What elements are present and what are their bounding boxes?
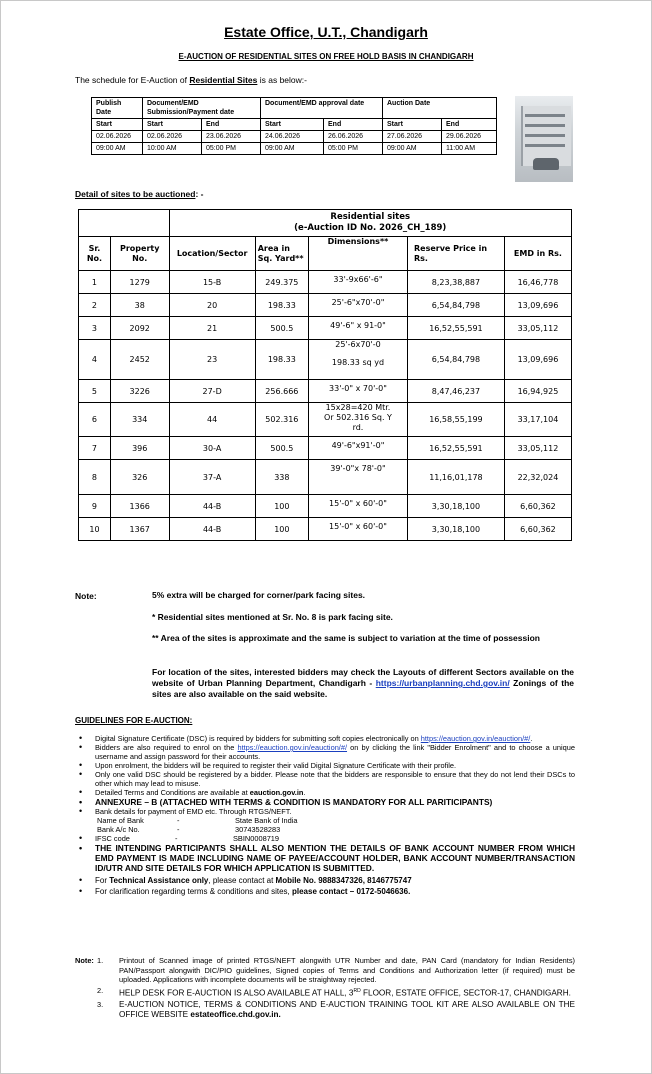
auction-end-date: 29.06.2026: [442, 131, 497, 143]
building-window: [525, 134, 565, 137]
note-park-facing: * Residential sites mentioned at Sr. No. 8 is park facing site.: [152, 612, 393, 622]
guidelines-heading: GUIDELINES FOR E-AUCTION:: [75, 716, 193, 725]
cell-emd: 6,60,362: [504, 495, 571, 518]
schedule-table: [91, 97, 497, 155]
caption-spacer: [79, 210, 170, 237]
footnote-3: 3. E-AUCTION NOTICE, TERMS & CONDITIONS AND E-AUCTION TRAINING TOOL KIT ARE ALSO AVAILABLE ON THE OFFICE WEBSITE estateoffice.chd.gov.in.: [97, 999, 575, 1020]
cell-dimensions: 15'-0" x 60'-0": [308, 518, 407, 541]
cell-dimensions: 49'-6" x 91-0": [308, 317, 407, 340]
cell-reserve-price: 16,52,55,591: [407, 317, 504, 340]
cell-location: 20: [169, 294, 255, 317]
ifsc-label: • IFSC code: [95, 834, 130, 843]
site-row: [79, 271, 572, 294]
col-location: Location/Sector: [169, 237, 255, 271]
cell-property: 1366: [110, 495, 169, 518]
cell-reserve-price: 8,47,46,237: [407, 380, 504, 403]
cell-area: 256.666: [255, 380, 308, 403]
cell-property: 334: [110, 403, 169, 437]
cell-emd: 33,17,104: [504, 403, 571, 437]
schedule-start-label: Start: [92, 119, 143, 131]
ifsc-value: SBIN0008719: [233, 834, 280, 843]
cell-emd: 22,32,024: [504, 460, 571, 495]
eauction-link[interactable]: https://eauction.gov.in/eauction/#/: [420, 734, 531, 743]
sites-table: [78, 209, 572, 541]
schedule-start-label: Start: [383, 119, 442, 131]
cell-location: 21: [169, 317, 255, 340]
footnotes: [75, 956, 575, 1022]
auction-end-time: 11:00 AM: [442, 143, 497, 155]
cell-sr: 2: [79, 294, 111, 317]
cell-sr: 6: [79, 403, 111, 437]
cell-location: 15-B: [169, 271, 255, 294]
schedule-header-publish: Publish Date: [92, 98, 143, 119]
doc-end-time: 05:00 PM: [202, 143, 261, 155]
schedule-start-label: Start: [143, 119, 202, 131]
cell-property: 1279: [110, 271, 169, 294]
approval-start-date: 24.06.2026: [261, 131, 324, 143]
col-area: Area in Sq. Yard**: [255, 237, 308, 271]
cell-reserve-price: 6,54,84,798: [407, 294, 504, 317]
cell-location: 44: [169, 403, 255, 437]
cell-area: 502.316: [255, 403, 308, 437]
cell-sr: 7: [79, 437, 111, 460]
footnote-2: 2. HELP DESK FOR E-AUCTION IS ALSO AVAILABLE AT HALL, 3RD FLOOR, ESTATE OFFICE, SECTOR-17, CHANDIGARH.: [97, 985, 571, 998]
cell-dimensions: 15'-0" x 60'-0": [308, 495, 407, 518]
bank-account-label: Bank A/c No.: [97, 825, 140, 834]
guideline-item: • Upon enrolment, the bidders will be required to register their valid Digital Signature Certificate with their profile.: [75, 761, 575, 770]
bank-name-label: Name of Bank: [97, 816, 144, 825]
page-title: Estate Office, U.T., Chandigarh: [224, 24, 428, 40]
doc-start-date: 02.06.2026: [143, 131, 202, 143]
site-row: [79, 380, 572, 403]
bank-account-value: 30743528283: [235, 825, 281, 834]
site-row: [79, 340, 572, 380]
cell-emd: 33,05,112: [504, 317, 571, 340]
col-reserve-price: Reserve Price in Rs.: [407, 237, 504, 271]
schedule-start-label: Start: [261, 119, 324, 131]
guideline-item: • Digital Signature Certificate (DSC) is required by bidders for submitting soft copies electronically on https://eauction.gov.in/eauction/#/.: [75, 734, 575, 743]
site-rows: [79, 271, 572, 541]
schedule-end-label: End: [442, 119, 497, 131]
approval-end-date: 26.06.2026: [324, 131, 383, 143]
building-window: [525, 114, 565, 117]
cell-location: 23: [169, 340, 255, 380]
approval-start-time: 09:00 AM: [261, 143, 324, 155]
bank-details: Name of Bank - State Bank of India Bank A/c No. - 30743528283: [97, 816, 298, 834]
schedule-end-label: End: [202, 119, 261, 131]
cell-sr: 10: [79, 518, 111, 541]
cell-property: 396: [110, 437, 169, 460]
schedule-intro: The schedule for E-Auction of Residential Sites is as below:-: [75, 75, 307, 85]
cell-sr: 1: [79, 271, 111, 294]
cell-property: 38: [110, 294, 169, 317]
cell-location: 44-B: [169, 518, 255, 541]
site-row: [79, 437, 572, 460]
cell-location: 37-A: [169, 460, 255, 495]
cell-location: 30-A: [169, 437, 255, 460]
cell-property: 3226: [110, 380, 169, 403]
guideline-clarification: • For clarification regarding terms & conditions and sites, please contact – 0172-5046636.: [75, 886, 575, 897]
site-row: [79, 495, 572, 518]
cell-area: 198.33: [255, 294, 308, 317]
cell-reserve-price: 11,16,01,178: [407, 460, 504, 495]
cell-property: 326: [110, 460, 169, 495]
cell-area: 100: [255, 518, 308, 541]
building-window: [525, 124, 565, 127]
urban-planning-link[interactable]: https://urbanplanning.chd.gov.in/: [375, 678, 510, 688]
guideline-item: • Bidders are also required to enrol on the https://eauction.gov.in/eauction/#/ on by clicking the link "Bidder Enrolment" and to choose a unique username and assign password for their accounts.: [75, 743, 575, 761]
site-row: [79, 317, 572, 340]
cell-dimensions: 15x28=420 Mtr. Or 502.316 Sq. Y rd.: [308, 403, 407, 437]
cell-property: 1367: [110, 518, 169, 541]
cell-dimensions: 25'-6"x70'-0": [308, 294, 407, 317]
cell-dimensions: 33'-0" x 70'-0": [308, 380, 407, 403]
sites-detail-heading: Detail of sites to be auctioned: -: [75, 189, 204, 199]
cell-area: 249.375: [255, 271, 308, 294]
site-row: [79, 403, 572, 437]
page-subtitle: E-AUCTION OF RESIDENTIAL SITES ON FREE HOLD BASIS IN CHANDIGARH: [178, 52, 474, 61]
cell-reserve-price: 16,52,55,591: [407, 437, 504, 460]
publish-time: 09:00 AM: [92, 143, 143, 155]
building-window: [525, 144, 565, 147]
cell-area: 500.5: [255, 437, 308, 460]
guideline-item: • Only one valid DSC should be registered by a bidder. Please note that the bidders are responsible to ensure that they do not lend their DSCs to other which may lead to misuse.: [75, 770, 575, 788]
guideline-annexure: • ANNEXURE – B (ATTACHED WITH TERMS & CONDITION IS MANDATORY FOR ALL PARITICIPANTS): [75, 797, 575, 807]
col-emd: EMD in Rs.: [504, 237, 571, 271]
cell-dimensions: 39'-0"x 78'-0": [308, 460, 407, 495]
cell-reserve-price: 3,30,18,100: [407, 518, 504, 541]
note-corner-charge: 5% extra will be charged for corner/park facing sites.: [152, 590, 366, 600]
bank-name-value: State Bank of India: [235, 816, 298, 825]
cell-area: 338: [255, 460, 308, 495]
auction-start-time: 09:00 AM: [383, 143, 442, 155]
col-sr: Sr. No.: [79, 237, 111, 271]
site-row: [79, 518, 572, 541]
estate-office-photo: [515, 96, 573, 182]
note-label: Note:: [75, 591, 97, 601]
ifsc-item: • IFSC code - SBIN0008719: [75, 834, 575, 843]
cell-sr: 5: [79, 380, 111, 403]
guideline-item: • Bank details for payment of EMD etc. Through RTGS/NEFT.: [75, 807, 575, 816]
cell-location: 27-D: [169, 380, 255, 403]
approval-end-time: 05:00 PM: [324, 143, 383, 155]
cell-dimensions: 25'-6x70'-0 198.33 sq yd: [308, 340, 407, 380]
cell-emd: 16,46,778: [504, 271, 571, 294]
publish-date: 02.06.2026: [92, 131, 143, 143]
note-area-approx: ** Area of the sites is approximate and the same is subject to variation at the time of possession: [152, 633, 540, 643]
cell-reserve-price: 16,58,55,199: [407, 403, 504, 437]
site-row: [79, 460, 572, 495]
cell-area: 198.33: [255, 340, 308, 380]
car-shape: [533, 158, 559, 170]
cell-emd: 13,09,696: [504, 340, 571, 380]
schedule-end-label: End: [324, 119, 383, 131]
cell-property: 2092: [110, 317, 169, 340]
cell-emd: 16,94,925: [504, 380, 571, 403]
guideline-bank-mention: • THE INTENDING PARTICIPANTS SHALL ALSO MENTION THE DETAILS OF BANK ACCOUNT NUMBER FROM WHICH EMD PAYMENT IS MADE INCLUDING NAME OF PAYEE/ACCOUNT HOLDER, BANK ACCOUNT NUMBER/TRANSACTION ID/UTR AND SITE DETAILS FOR WHICH APPLICATION IS SUBMITTED.: [75, 843, 575, 873]
cell-reserve-price: 6,54,84,798: [407, 340, 504, 380]
cell-reserve-price: 3,30,18,100: [407, 495, 504, 518]
cell-emd: 6,60,362: [504, 518, 571, 541]
cell-location: 44-B: [169, 495, 255, 518]
guideline-item: • Detailed Terms and Conditions are available at eauction.gov.in.: [75, 788, 575, 797]
footnote-1: Note: 1. Printout of Scanned image of printed RTGS/NEFT alongwith UTR Number and date, PAN Card (mandatory for Indian Residents) PAN/Passport alongwith DIC/PIO guidelines, Signed copies of Terms and Conditions and Authorization letter (if required) must be uploaded. Applications with incomplete documents will be straightway rejected.: [75, 956, 575, 984]
guidelines-list: [75, 734, 575, 897]
doc-start-time: 10:00 AM: [143, 143, 202, 155]
doc-end-date: 23.06.2026: [202, 131, 261, 143]
cell-emd: 13,09,696: [504, 294, 571, 317]
col-dimensions: Dimensions**: [308, 237, 407, 271]
cell-dimensions: 33'-9x66'-6": [308, 271, 407, 294]
schedule-header-auction: Auction Date: [383, 98, 497, 119]
cell-area: 100: [255, 495, 308, 518]
guideline-technical-assistance: • For Technical Assistance only, please contact at Mobile No. 9888347326, 8146775747: [75, 875, 575, 886]
cell-sr: 9: [79, 495, 111, 518]
col-property: Property No.: [110, 237, 169, 271]
cell-sr: 3: [79, 317, 111, 340]
cell-emd: 33,05,112: [504, 437, 571, 460]
auction-start-date: 27.06.2026: [383, 131, 442, 143]
schedule-header-approval: Document/EMD approval date: [261, 98, 383, 119]
sites-caption: Residential sites (e-Auction ID No. 2026_CH_189): [169, 210, 572, 237]
note-location: For location of the sites, interested bidders may check the Layouts of different Sectors available on the website of Urban Planning Department, Chandigarh - https://urbanplanning.chd.gov.in/ Zonings of the sites are also available on the said website.: [152, 667, 574, 699]
cell-dimensions: 49'-6"x91'-0": [308, 437, 407, 460]
cell-property: 2452: [110, 340, 169, 380]
cell-sr: 8: [79, 460, 111, 495]
site-row: [79, 294, 572, 317]
footnote-label: Note:: [75, 956, 94, 965]
cell-reserve-price: 8,23,38,887: [407, 271, 504, 294]
cell-area: 500.5: [255, 317, 308, 340]
cell-sr: 4: [79, 340, 111, 380]
schedule-header-document: Document/EMD Submission/Payment date: [143, 98, 261, 119]
eauction-link[interactable]: https://eauction.gov.in/eauction/#/: [237, 743, 348, 752]
